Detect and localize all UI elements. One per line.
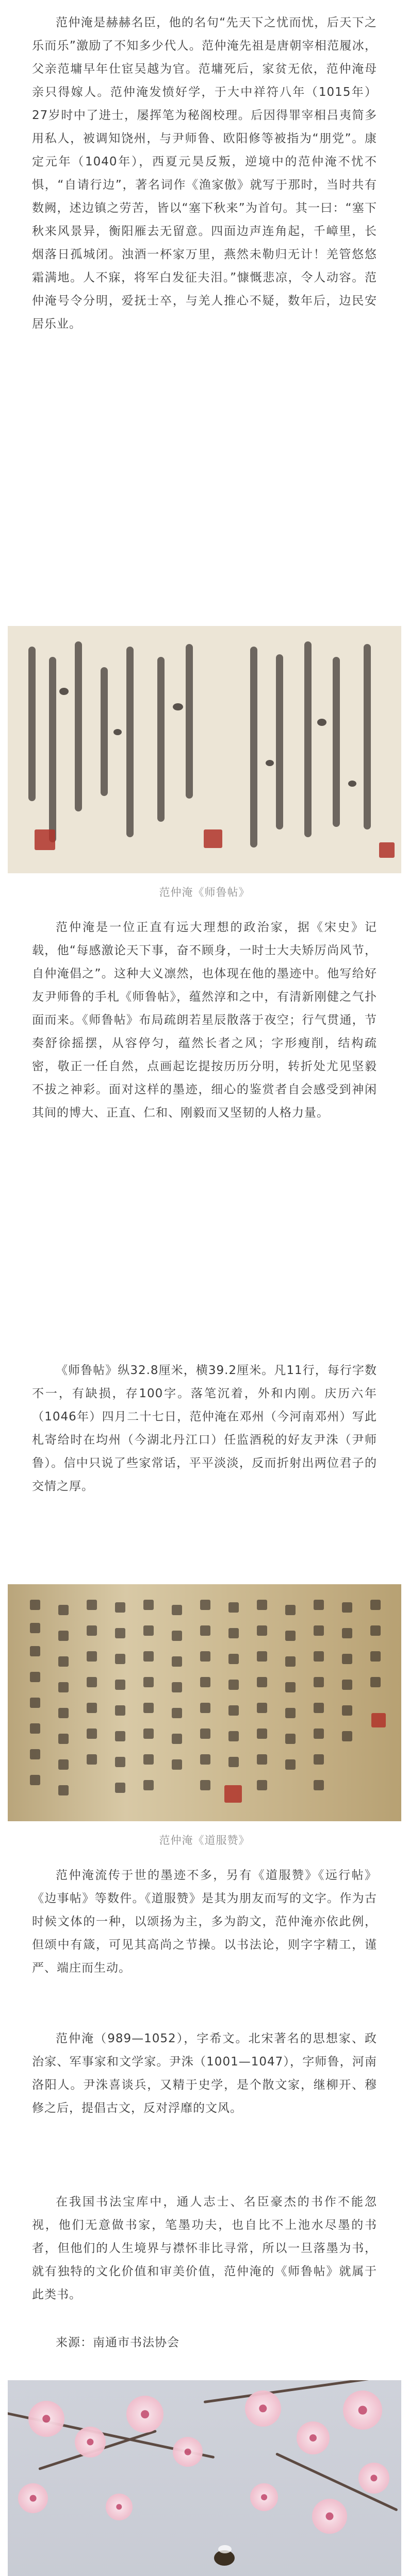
body-paragraph-6: 在我国书法宝库中，通人志士、名臣豪杰的书作不能忽视，他们无意做书家，笔墨功夫，也自比不上池水尽墨的书者，但他们的人生境界与襟怀非比寻常，所以一旦落墨为书，就有独特的文化价值和审美价值，范仲淹的《师鲁帖》就属于此类书。 [32,2195,377,2301]
shilu-tie-image [8,626,401,873]
figure-caption-1: 范仲淹《师鲁帖》 [159,886,250,899]
body-paragraph-5: 范仲淹（989—1052），字希文。北宋著名的思想家、政治家、军事家和文学家。尹洙（1001—1047），字师鲁，河南洛阳人。尹洙喜谈兵，又精于史学，是个散文家，继柳开、穆修之后，提倡古文，反对浮靡的文风。 [32,2032,377,2115]
body-paragraph-4: 范仲淹流传于世的墨迹不多，另有《道服赞》《远行帖》《边事帖》等数件。《道服赞》是其为朋友而写的文字。作为古时候文体的一种，以颂扬为主，多为韵文，范仲淹亦依此例，但颂中有箴，可见其高尚之节操。以书法论，则字字精工，谨严、端庄而生动。 [32,1869,377,1975]
body-paragraph-2: 范仲淹是一位正直有远大理想的政治家，据《宋史》记载，他“每感激论天下事，奋不顾身，一时士大夫矫厉尚风节，自仲淹倡之”。这种大义凛然，也体现在他的墨迹中。他写给好友尹师鲁的手札《师鲁帖》，蕴然淳和之中，有清新刚健之气扑面而来。《师鲁帖》布局疏朗若星辰散落于夜空；行气贯通，节奏舒徐摇摆，从容停匀，蕴然长者之风；字形瘦削，结构疏密，敬正一任自然，点画起讫提按历历分明，转折处尤见坚毅不拔之神彩。面对这样的墨迹，细心的鉴赏者自会感受到神闲其间的博大、正直、仁和、刚毅而又坚韧的人格力量。 [32,921,377,1120]
spring-blossom-banner [8,2380,401,2576]
figure-caption-2: 范仲淹《道服赞》 [159,1834,250,1846]
body-paragraph-3: 《师鲁帖》纵32.8厘米，横39.2厘米。凡11行，每行字数不一，有缺损，存100字。落笔沉着，外和内刚。庆历六年（1046年）四月二十七日，范仲淹在邓州（今河南邓州）写此札寄给时在均州（今湖北丹江口）任监酒税的好友尹洙（尹师鲁）。信中只说了些家常话，平平淡淡，反而折射出两位君子的交情之厚。 [32,1364,377,1493]
source-line: 来源：南通市书法协会 [56,2336,179,2349]
daofu-zan-image [8,1584,401,1821]
intro-paragraph: 范仲淹是赫赫名臣，他的名句“先天下之忧而忧，后天下之乐而乐”激励了不知多少代人。范仲淹先祖是唐朝宰相范履冰，父亲范墉早年仕宦吴越为官。范墉死后，家贫无依，范仲淹母亲只得嫁人。范仲淹发愤好学，于大中祥符八年（1015年）27岁时中了进士，屡挥笔为秘阁校理。后因得罪宰相吕夷简多用私人，被调知饶州，与尹师鲁、欧阳修等被指为“朋党”。康定元年（1040年），西夏元昊反叛，逆境中的范仲淹不忧不惧，“自请行边”，著名词作《渔家傲》就写于那时，当时共有数阙，述边镇之劳苦，皆以“塞下秋来”为首句。其一曰：“塞下秋来风景异，衡阳雁去无留意。四面边声连角起，千嶂里，长烟落日孤城闭。浊酒一杯家万里，燕然未勒归无计！羌管悠悠霜满地。人不寐，将军白发征夫泪。”慷慨悲凉，令人动容。范仲淹号令分明，爱抚士卒，与羌人推心不疑，数年后，边民安居乐业。 [32,16,377,331]
